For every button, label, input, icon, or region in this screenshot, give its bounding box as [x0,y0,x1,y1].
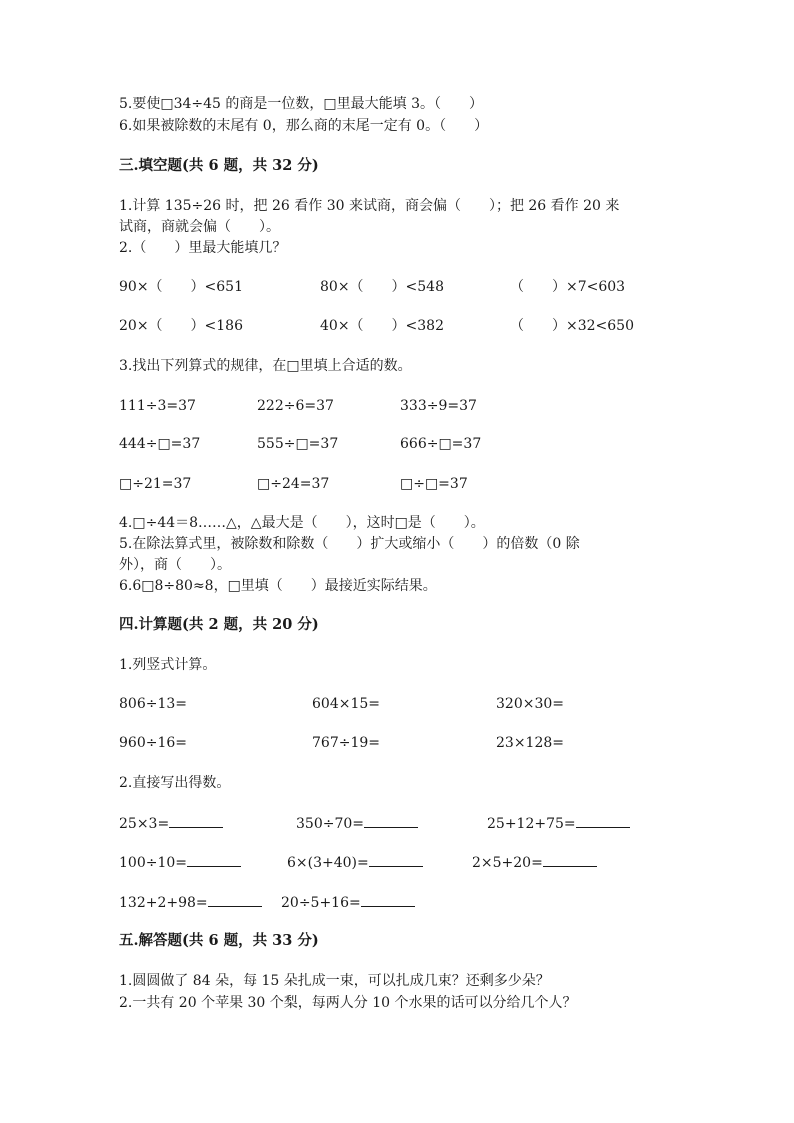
mental-calc-item [281,892,415,913]
pattern-item: 111÷3=37 [119,398,196,414]
fill-question-2: 2.（ ）里最大能填几？ [119,240,287,256]
section-4-title: 四.计算题(共 2 题，共 20 分) [119,616,319,633]
mental-calc-item [296,813,418,834]
inequality-item: （ ）×32<650 [510,318,634,334]
answer-blank[interactable] [576,813,630,828]
mental-calc-item [487,813,630,834]
vertical-calc-item: 960÷16= [119,735,187,751]
answer-blank[interactable] [543,852,597,867]
vertical-calc-item: 604×15= [312,696,380,712]
inequality-item: 90×（ ）<651 [119,279,243,295]
pattern-item: 666÷□=37 [400,436,482,452]
answer-blank[interactable] [364,813,418,828]
answer-blank[interactable] [169,813,223,828]
vertical-calc-item: 806÷13= [119,696,187,712]
vertical-calc-item: 23×128= [496,735,564,751]
vertical-calc-item: 767÷19= [312,735,380,751]
mental-calc-expression: 2×5+20= [472,855,543,871]
inequality-item: 40×（ ）<382 [320,318,444,334]
judge-question-5: 5.要使□34÷45 的商是一位数，□里最大能填 3。（ ） [119,96,483,112]
answer-blank[interactable] [361,892,415,907]
pattern-item: □÷□=37 [400,476,468,492]
inequality-item: 80×（ ）<548 [320,279,444,295]
pattern-item: 555÷□=37 [257,436,339,452]
inequality-item: 20×（ ）<186 [119,318,243,334]
fill-question-1-line-2: 试商，商就会偏（ ）。 [119,219,280,235]
calc-question-2: 2.直接写出得数。 [119,775,231,791]
answer-blank[interactable] [369,852,423,867]
mental-calc-expression: 350÷70= [296,816,364,832]
fill-question-5-line-1: 5.在除法算式里，被除数和除数（ ）扩大或缩小（ ）的倍数（0 除 [119,536,580,552]
section-3-title: 三.填空题(共 6 题，共 32 分) [119,157,319,174]
section-5-title: 五.解答题(共 6 题，共 33 分) [119,932,319,949]
mental-calc-item [119,813,223,834]
mental-calc-item [119,852,241,873]
mental-calc-expression: 6×(3+40)= [287,855,369,871]
word-problem-1: 1.圆圆做了 84 朵，每 15 朵扎成一束，可以扎成几束？还剩多少朵？ [119,973,550,989]
judge-question-6: 6.如果被除数的末尾有 0，那么商的末尾一定有 0。（ ） [119,118,489,134]
fill-question-3: 3.找出下列算式的规律，在□里填上合适的数。 [119,358,412,374]
calc-question-1: 1.列竖式计算。 [119,657,217,673]
mental-calc-expression: 100÷10= [119,855,187,871]
pattern-item: □÷21=37 [119,476,192,492]
fill-question-6: 6.6□8÷80≈8，□里填（ ）最接近实际结果。 [119,578,437,594]
mental-calc-expression: 25×3= [119,816,170,832]
mental-calc-item [287,852,423,873]
answer-blank[interactable] [208,892,262,907]
mental-calc-expression: 20÷5+16= [281,895,361,911]
fill-question-4: 4.□÷44＝8……△，△最大是（ ），这时□是（ ）。 [119,515,485,531]
mental-calc-item [119,892,262,913]
pattern-item: 444÷□=37 [119,436,201,452]
mental-calc-expression: 25+12+75= [487,816,576,832]
inequality-item: （ ）×7<603 [510,279,626,295]
answer-blank[interactable] [187,852,241,867]
pattern-item: 222÷6=37 [257,398,334,414]
pattern-item: □÷24=37 [257,476,330,492]
fill-question-1-line-1: 1.计算 135÷26 时，把 26 看作 30 来试商，商会偏（ ）；把 26 看作 20 来 [119,198,620,214]
mental-calc-expression: 132+2+98= [119,895,208,911]
mental-calc-item [472,852,597,873]
fill-question-5-line-2: 外），商（ ）。 [119,557,231,573]
vertical-calc-item: 320×30= [496,696,564,712]
word-problem-2: 2.一共有 20 个苹果 30 个梨，每两人分 10 个水果的话可以分给几个人？ [119,995,577,1011]
pattern-item: 333÷9=37 [400,398,477,414]
